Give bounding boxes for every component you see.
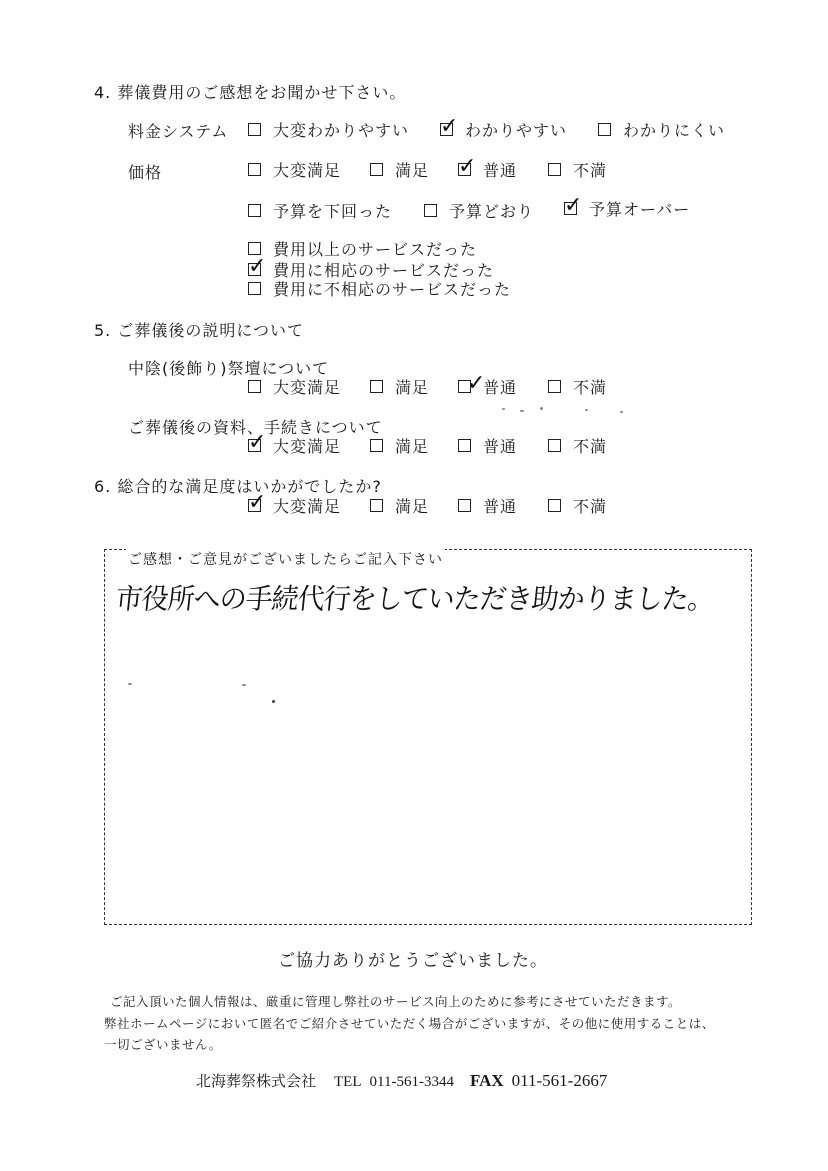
checkbox[interactable] xyxy=(370,439,383,452)
fax-number: 011-561-2667 xyxy=(511,1071,608,1090)
option-price-dissatisfied[interactable]: 不満 xyxy=(548,158,607,181)
notice-line-1: ご記入頂いた個人情報は、厳重に管理し弊社のサービス向上のために参考にさせていただきます。 xyxy=(110,994,682,1009)
option-price-satisfied[interactable]: 満足 xyxy=(370,158,429,181)
scan-speck xyxy=(502,408,505,410)
option-over-budget[interactable]: ✓ 予算オーバー xyxy=(564,193,691,219)
checkbox[interactable] xyxy=(248,282,261,295)
option-pricing-unclear[interactable]: わかりにくい xyxy=(598,118,725,141)
pricing-system-label: 料金システム xyxy=(128,122,229,141)
scan-speck xyxy=(242,684,246,686)
option-docs-normal[interactable]: 普通 xyxy=(458,434,517,457)
option-altar-normal[interactable]: ✓ 普通 xyxy=(458,375,517,398)
checkbox[interactable] xyxy=(458,371,487,396)
checkbox[interactable] xyxy=(424,204,437,217)
option-pricing-very-clear[interactable]: 大変わかりやすい xyxy=(248,118,409,141)
option-overall-very-satisfied[interactable]: ✓ 大変満足 xyxy=(248,490,342,516)
q6-title: 6. 総合的な満足度はいかがでしたか? xyxy=(94,477,382,496)
checkbox[interactable] xyxy=(598,123,611,136)
checkbox[interactable] xyxy=(248,204,261,217)
notice-line-3: 一切ございません。 xyxy=(104,1037,222,1052)
checkbox[interactable] xyxy=(458,499,471,512)
scan-speck xyxy=(620,411,623,413)
check-mark-icon: ✓ xyxy=(467,371,487,396)
notice-line-2: 弊社ホームページにおいて匿名でご紹介させていただく場合がございますが、その他に使用することは、 xyxy=(104,1016,715,1031)
checkbox[interactable] xyxy=(248,123,261,136)
price-label: 価格 xyxy=(128,163,163,182)
comment-box-title: ご感想・ご意見がございましたらご記入下さい xyxy=(126,549,445,569)
scan-speck xyxy=(272,700,275,703)
option-docs-dissatisfied[interactable]: 不満 xyxy=(548,434,607,457)
checkbox[interactable] xyxy=(248,430,268,455)
checkbox[interactable] xyxy=(458,154,478,179)
altar-label: 中陰(後飾り)祭壇について xyxy=(128,359,330,378)
option-overall-satisfied[interactable]: 満足 xyxy=(370,494,429,517)
footer-contact xyxy=(196,1070,607,1091)
q4-title: 4. 葬儀費用のご感想をお聞かせ下さい。 xyxy=(94,83,407,102)
company-name: 北海葬祭株式会社 xyxy=(196,1072,317,1090)
option-overall-normal[interactable]: 普通 xyxy=(458,494,517,517)
checkbox[interactable] xyxy=(548,499,561,512)
checkbox[interactable] xyxy=(458,439,471,452)
check-mark-icon: ✓ xyxy=(440,114,460,139)
option-on-budget[interactable]: 予算どおり xyxy=(424,199,534,222)
checkbox[interactable] xyxy=(248,254,268,279)
scan-speck xyxy=(520,410,524,412)
option-below-cost-service[interactable]: 費用に不相応のサービスだった xyxy=(248,277,511,300)
tel-label: TEL xyxy=(334,1074,362,1090)
option-altar-very-satisfied[interactable]: 大変満足 xyxy=(248,375,341,398)
option-altar-dissatisfied[interactable]: 不満 xyxy=(548,375,607,398)
checkbox[interactable] xyxy=(440,114,460,139)
checkbox[interactable] xyxy=(548,163,561,176)
check-mark-icon: ✓ xyxy=(248,490,268,515)
tel-number: 011-561-3344 xyxy=(369,1074,454,1090)
option-altar-satisfied[interactable]: 満足 xyxy=(370,375,429,398)
thanks-message: ご協力ありがとうございました。 xyxy=(278,951,548,971)
option-docs-very-satisfied[interactable]: ✓ 大変満足 xyxy=(248,430,342,456)
option-price-normal[interactable]: ✓ 普通 xyxy=(458,154,518,180)
option-docs-satisfied[interactable]: 満足 xyxy=(370,434,429,457)
scan-speck xyxy=(585,409,588,411)
check-mark-icon: ✓ xyxy=(458,154,478,179)
option-commensurate-service[interactable]: ✓ 費用に相応のサービスだった xyxy=(248,254,495,280)
scan-speck xyxy=(540,407,543,410)
check-mark-icon: ✓ xyxy=(248,254,268,279)
option-under-budget[interactable]: 予算を下回った xyxy=(248,199,392,222)
checkbox[interactable] xyxy=(248,380,261,393)
checkbox[interactable] xyxy=(248,490,268,515)
checkbox[interactable] xyxy=(548,380,561,393)
option-pricing-clear[interactable]: ✓ わかりやすい xyxy=(440,114,568,140)
checkbox[interactable] xyxy=(370,499,383,512)
option-price-very-satisfied[interactable]: 大変満足 xyxy=(248,158,341,181)
fax-label: FAX xyxy=(469,1071,504,1090)
checkbox[interactable] xyxy=(248,163,261,176)
check-mark-icon: ✓ xyxy=(248,430,268,455)
documents-label: ご葬儀後の資料、手続きについて xyxy=(128,418,383,437)
handwritten-comment: 市役所への手続代行をしていただき助かりました。 xyxy=(113,583,716,616)
option-above-cost-service[interactable]: 費用以上のサービスだった xyxy=(248,237,477,260)
option-overall-dissatisfied[interactable]: 不満 xyxy=(548,494,607,517)
checkbox[interactable] xyxy=(370,380,383,393)
checkbox[interactable] xyxy=(564,193,584,218)
check-mark-icon: ✓ xyxy=(564,193,584,218)
q5-title: 5. ご葬儀後の説明について xyxy=(94,321,305,340)
checkbox[interactable] xyxy=(370,163,383,176)
checkbox[interactable] xyxy=(548,439,561,452)
scan-speck xyxy=(128,683,132,685)
